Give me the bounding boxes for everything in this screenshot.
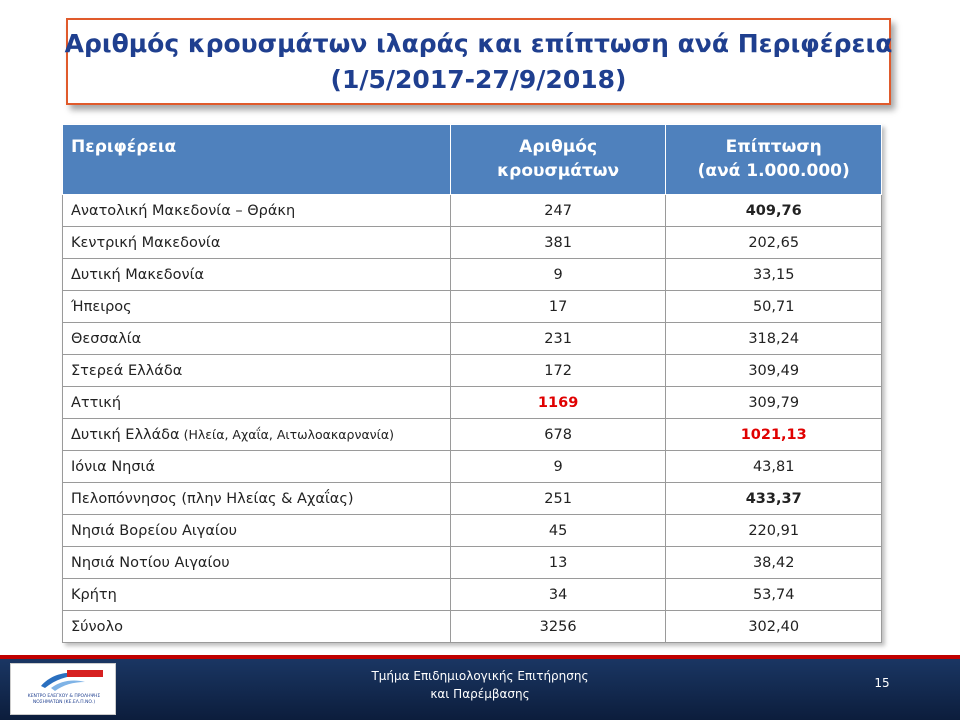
logo-caption: ΚΕΝΤΡΟ ΕΛΕΓΧΟΥ & ΠΡΟΛΗΨΗΣ ΝΟΣΗΜΑΤΩΝ (ΚΕ.ΕΛ.Π.ΝΟ.) [27,694,101,705]
table-row [63,483,882,515]
cases-cell: 231 [450,323,666,355]
region-cell: Ιόνια Νησιά [63,451,451,483]
region-cell: Δυτική Μακεδονία [63,259,451,291]
cases-cell: 3256 [450,611,666,643]
region-cell: Σύνολο [63,611,451,643]
cases-cell: 17 [450,291,666,323]
incidence-cell: 220,91 [666,515,882,547]
incidence-cell: 302,40 [666,611,882,643]
table-row [63,195,882,227]
table-row [63,291,882,323]
region-note: (Ηλεία, Αχαΐα, Αιτωλοακαρνανία) [179,426,395,442]
cases-cell: 9 [450,259,666,291]
incidence-cell: 1021,13 [666,419,882,451]
region-cell: Ήπειρος [63,291,451,323]
incidence-cell: 33,15 [666,259,882,291]
table-row [63,387,882,419]
table-row [63,259,882,291]
table-row-total [63,611,882,643]
region-cell: Νησιά Βορείου Αιγαίου [63,515,451,547]
measles-cases-table [62,124,882,643]
cases-cell: 172 [450,355,666,387]
header-cases: Αριθμός κρουσμάτων [450,125,666,195]
region-cell: Πελοπόννησος (πλην Ηλείας & Αχαΐας) [63,483,451,515]
cases-cell: 251 [450,483,666,515]
incidence-cell: 50,71 [666,291,882,323]
region-cell: Κεντρική Μακεδονία [63,227,451,259]
table-row [63,323,882,355]
department-name: Τμήμα Επιδημιολογικής Επιτήρησης και Παρέμβασης [371,669,589,701]
table-header-row [63,125,882,195]
region-cell: Δυτική Ελλάδα (Ηλεία, Αχαΐα, Αιτωλοακαρνανία) [63,419,451,451]
incidence-cell: 202,65 [666,227,882,259]
header-incidence: Επίπτωση (ανά 1.000.000) [666,125,882,195]
incidence-cell: 38,42 [666,547,882,579]
slide-title-line2: (1/5/2017-27/9/2018) [330,64,627,94]
table-row [63,547,882,579]
region-cell: Αττική [63,387,451,419]
table-row [63,355,882,387]
incidence-cell: 53,74 [666,579,882,611]
incidence-cell: 433,37 [666,483,882,515]
cases-cell: 678 [450,419,666,451]
cases-cell: 247 [450,195,666,227]
bird-logo-icon [11,664,117,694]
region-cell: Νησιά Νοτίου Αιγαίου [63,547,451,579]
region-cell: Θεσσαλία [63,323,451,355]
cases-cell: 1169 [450,387,666,419]
keelpno-logo [10,663,116,715]
table-row [63,579,882,611]
cases-cell: 9 [450,451,666,483]
table-row [63,451,882,483]
incidence-cell: 309,49 [666,355,882,387]
incidence-cell: 318,24 [666,323,882,355]
table-row [63,515,882,547]
incidence-cell: 409,76 [666,195,882,227]
region-cell: Κρήτη [63,579,451,611]
incidence-cell: 309,79 [666,387,882,419]
cases-cell: 381 [450,227,666,259]
slide-title-line1: Αριθμός κρουσμάτων ιλαράς και επίπτωση ανά Περιφέρεια [64,28,893,58]
table-row [63,419,882,451]
region-cell: Στερεά Ελλάδα [63,355,451,387]
cases-cell: 34 [450,579,666,611]
slide-title-box [66,18,891,105]
incidence-cell: 43,81 [666,451,882,483]
table-row [63,227,882,259]
region-cell: Ανατολική Μακεδονία – Θράκη [63,195,451,227]
header-region: Περιφέρεια [63,125,451,195]
cases-cell: 13 [450,547,666,579]
cases-cell: 45 [450,515,666,547]
page-number: 15 [874,676,890,690]
